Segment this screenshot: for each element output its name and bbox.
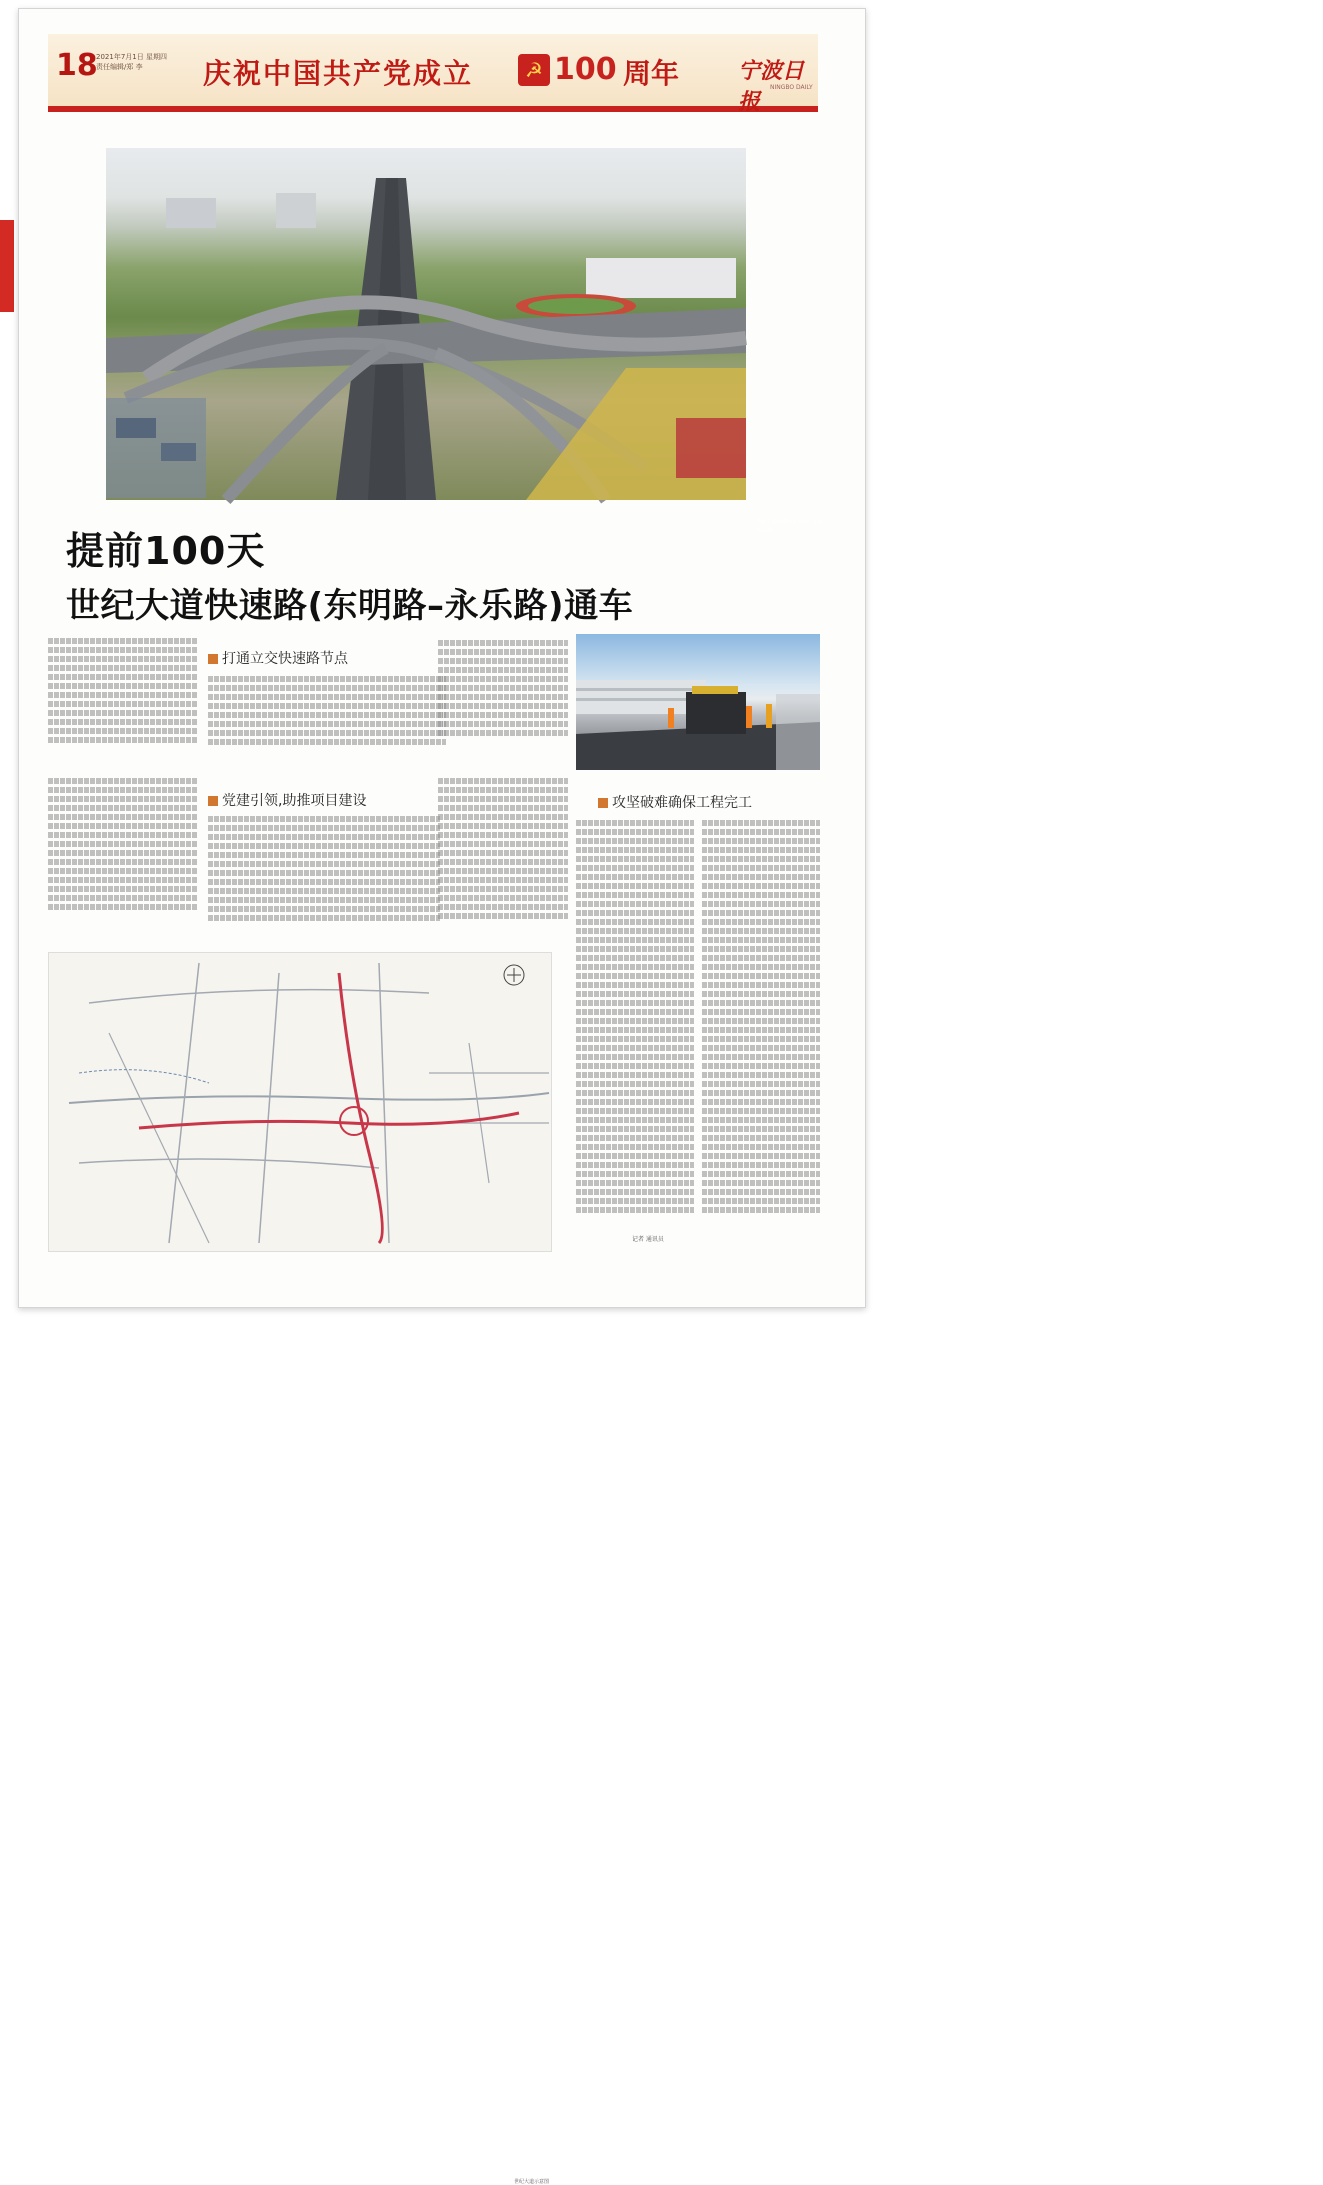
square-bullet-icon bbox=[598, 798, 608, 808]
banner-number: 100 bbox=[554, 52, 617, 87]
masthead bbox=[48, 34, 818, 115]
date-text: 2021年7月1日 星期四 bbox=[96, 53, 167, 61]
article-text-block bbox=[208, 816, 440, 934]
aerial-photo bbox=[106, 148, 823, 534]
square-bullet-icon bbox=[208, 654, 218, 664]
route-map-drawing bbox=[49, 953, 551, 1251]
page-edge-tab bbox=[0, 220, 14, 312]
section-heading bbox=[208, 790, 366, 810]
newspaper-logo: 宁波日报 bbox=[738, 58, 805, 115]
map-credit: 世纪大道示意图 bbox=[514, 2179, 550, 2185]
headline-main: 提前100天 bbox=[66, 529, 266, 573]
date-line bbox=[96, 52, 176, 72]
photo-caption: 世纪大道快速路(东明路—永乐路)鸟瞰。 bbox=[756, 519, 823, 534]
section-heading-text: 党建引领,助推项目建设 bbox=[222, 793, 367, 809]
newspaper-logo-sub: NINGBO DAILY bbox=[770, 84, 813, 91]
headline-sub: 世纪大道快速路(东明路–永乐路)通车 bbox=[66, 586, 634, 626]
section-heading-text: 打通立交快速路节点 bbox=[222, 651, 348, 667]
article-text-block bbox=[48, 638, 198, 758]
section-heading bbox=[208, 648, 348, 668]
banner-suffix: 周年 bbox=[623, 57, 680, 90]
editor-text: 责任编辑/郑 李 bbox=[96, 63, 143, 71]
construction-photo-drawing bbox=[576, 634, 820, 770]
article-text-block bbox=[438, 640, 568, 750]
section-heading bbox=[598, 792, 752, 812]
article-text-block bbox=[208, 676, 446, 758]
page-content bbox=[18, 8, 1323, 2185]
party-emblem-icon: ☭ bbox=[518, 54, 550, 86]
photo-caption: 施工现场 bbox=[1318, 1387, 1323, 1414]
article-text-block bbox=[702, 820, 820, 1224]
route-map bbox=[48, 952, 552, 2185]
banner-title: 庆祝中国共产党成立 bbox=[203, 57, 474, 90]
article-text-block bbox=[438, 778, 568, 934]
byline: 记者 通讯员 bbox=[632, 1236, 664, 1243]
page-number: 18 bbox=[56, 48, 98, 83]
aerial-photo-drawing bbox=[106, 148, 746, 500]
article-text-block bbox=[576, 820, 694, 1224]
square-bullet-icon bbox=[208, 796, 218, 806]
section-heading-text: 攻坚破难确保工程完工 bbox=[612, 795, 752, 811]
article-text-block bbox=[48, 778, 198, 928]
